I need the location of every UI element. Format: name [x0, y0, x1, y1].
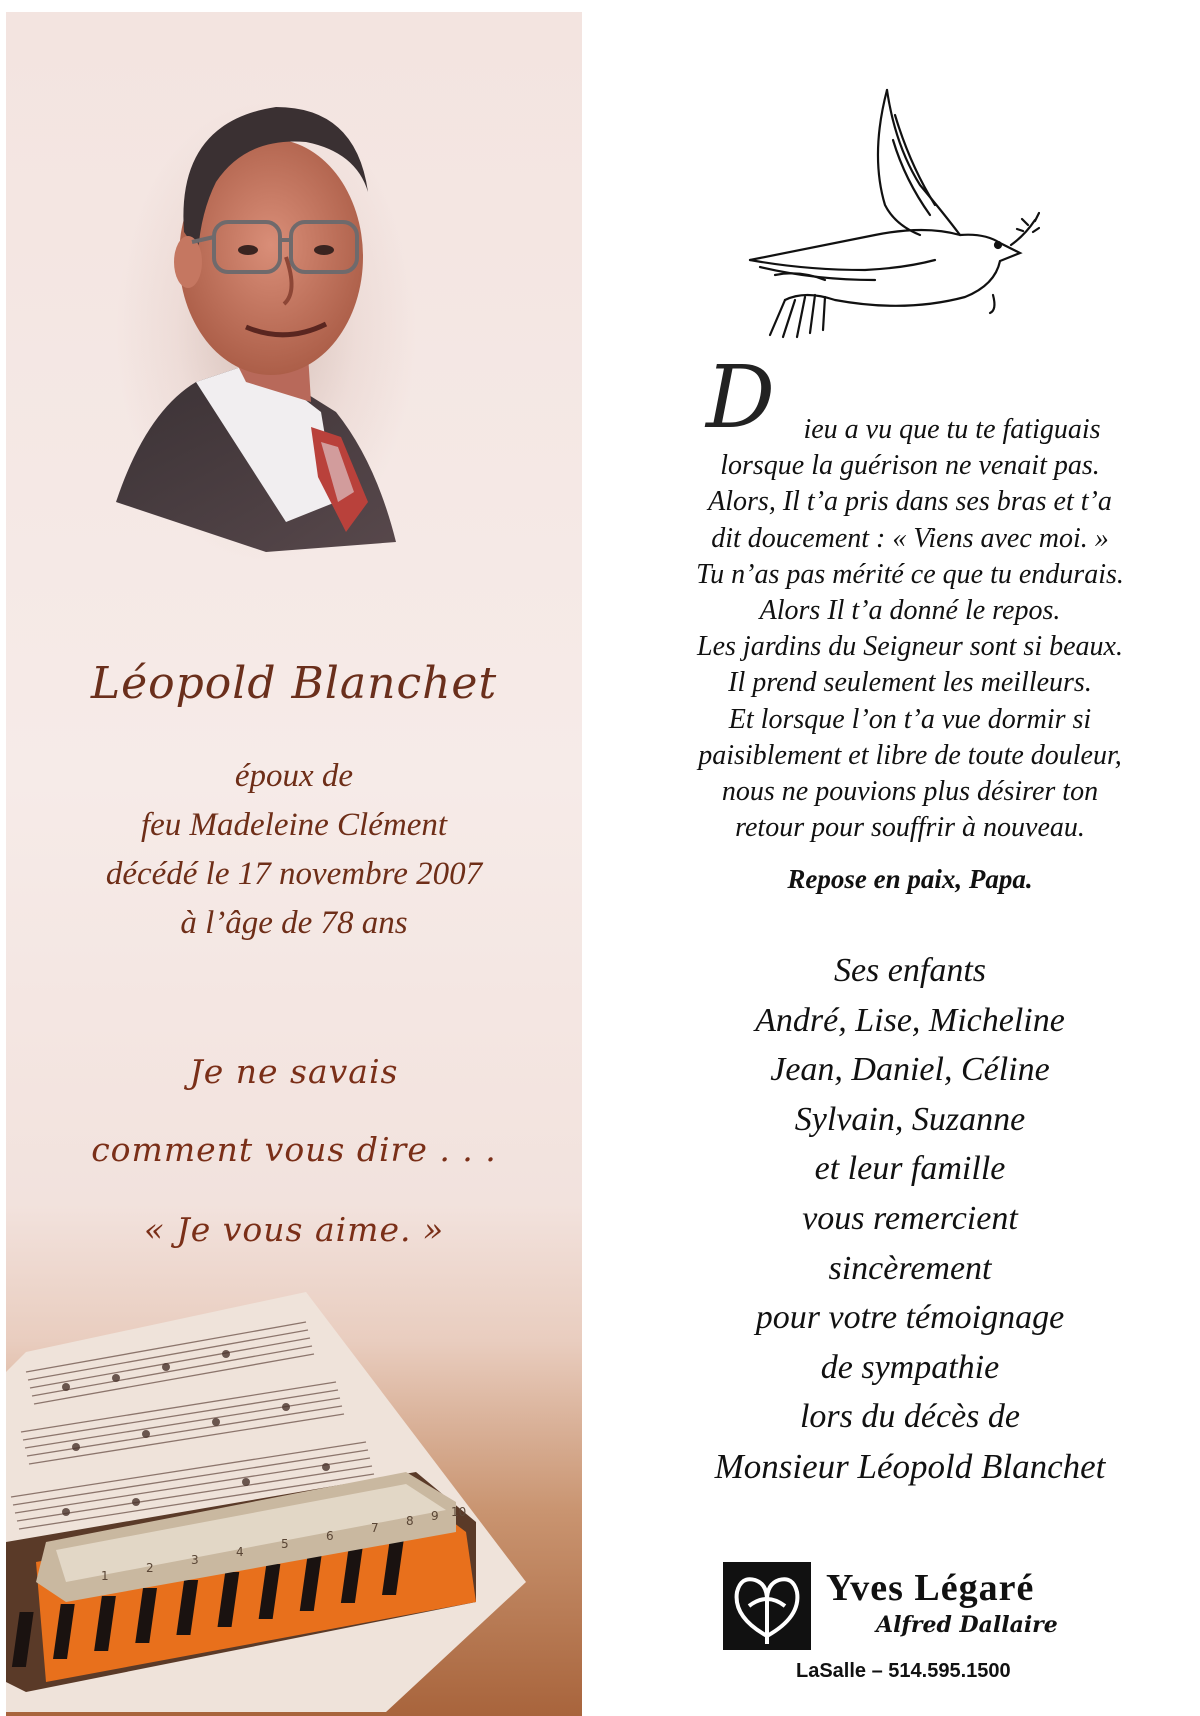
thanks-line: André, Lise, Micheline	[755, 1001, 1065, 1039]
quote-line: « Je vous aime. »	[143, 1210, 445, 1249]
brand-subname: Alfred Dallaire	[876, 1612, 1058, 1638]
quote-line: comment vous dire . . .	[91, 1130, 497, 1169]
thanks-line: sincèrement	[828, 1249, 992, 1287]
thanks-line: lors du décès de	[799, 1398, 1020, 1436]
harmonica-hole-number: 2	[146, 1561, 154, 1575]
portrait-illustration	[106, 82, 446, 602]
poem-line: Et lorsque l’on t’a vue dormir si	[728, 703, 1092, 735]
harmonica-hole-number: 6	[326, 1529, 334, 1543]
portrait-photo	[106, 82, 446, 602]
harmonica-hole-number: 10	[451, 1505, 467, 1519]
thanks-line: Sylvain, Suzanne	[794, 1100, 1026, 1138]
dove-icon	[745, 85, 1040, 345]
thanks-line: et leur famille	[814, 1150, 1006, 1188]
poem-line: Alors Il t’a donné le repos.	[759, 594, 1061, 626]
signoff: Repose en paix, Papa.	[787, 864, 1033, 894]
poem-line: dit doucement : « Viens avec moi. »	[711, 522, 1109, 554]
poem-line: ieu a vu que tu te fatiguais	[803, 414, 1101, 445]
harmonica-sheet-music-illustration	[6, 1282, 582, 1716]
bio-line: époux de	[234, 758, 354, 794]
deceased-name: Léopold Blanchet	[90, 658, 498, 709]
thanks-message	[648, 946, 1172, 1492]
brand-name: Yves Légaré	[826, 1567, 1035, 1609]
harmonica-hole-number: 4	[236, 1545, 244, 1559]
thanks-line: pour votre témoignage	[755, 1299, 1065, 1337]
bio-line: feu Madeleine Clément	[140, 807, 448, 843]
harmonica-hole-number: 7	[371, 1521, 379, 1535]
harmonica-hole-number: 1	[101, 1569, 109, 1583]
poem-line: lorsque la guérison ne venait pas.	[720, 450, 1100, 482]
funeral-home-logo-icon	[723, 1562, 811, 1650]
poem	[648, 348, 1172, 846]
poem-line: Tu n’as pas mérité ce que tu endurais.	[696, 558, 1124, 590]
poem-line: paisiblement et libre de toute douleur,	[698, 739, 1122, 771]
harmonica-hole-number: 3	[191, 1553, 199, 1567]
bio-line: à l’âge de 78 ans	[180, 905, 408, 941]
harmonica-hole-number: 5	[281, 1537, 289, 1551]
thanks-line: Monsieur Léopold Blanchet	[714, 1446, 1106, 1486]
poem-line: Il prend seulement les meilleurs.	[728, 667, 1092, 699]
thanks-line: de sympathie	[820, 1348, 1000, 1386]
poem-line: Alors, Il t’a pris dans ses bras et t’a	[708, 486, 1112, 518]
brand-contact: LaSalle – 514.595.1500	[796, 1660, 1011, 1682]
quote-line: Je ne savais	[189, 1052, 399, 1091]
harmonica-hole-number: 9	[431, 1509, 439, 1523]
poem-line: retour pour souffrir à nouveau.	[735, 812, 1085, 844]
poem-line: Les jardins du Seigneur sont si beaux.	[697, 631, 1123, 663]
poem-drop-cap: D	[706, 348, 775, 448]
left-panel	[6, 12, 582, 1716]
bio-line: décédé le 17 novembre 2007	[105, 856, 483, 892]
thanks-line: vous remercient	[802, 1199, 1018, 1237]
harmonica-hole-number: 8	[406, 1514, 414, 1528]
thanks-line: Ses enfants	[833, 952, 987, 989]
thanks-line: Jean, Daniel, Céline	[770, 1051, 1050, 1089]
poem-line: nous ne pouvions plus désirer ton	[721, 775, 1099, 807]
